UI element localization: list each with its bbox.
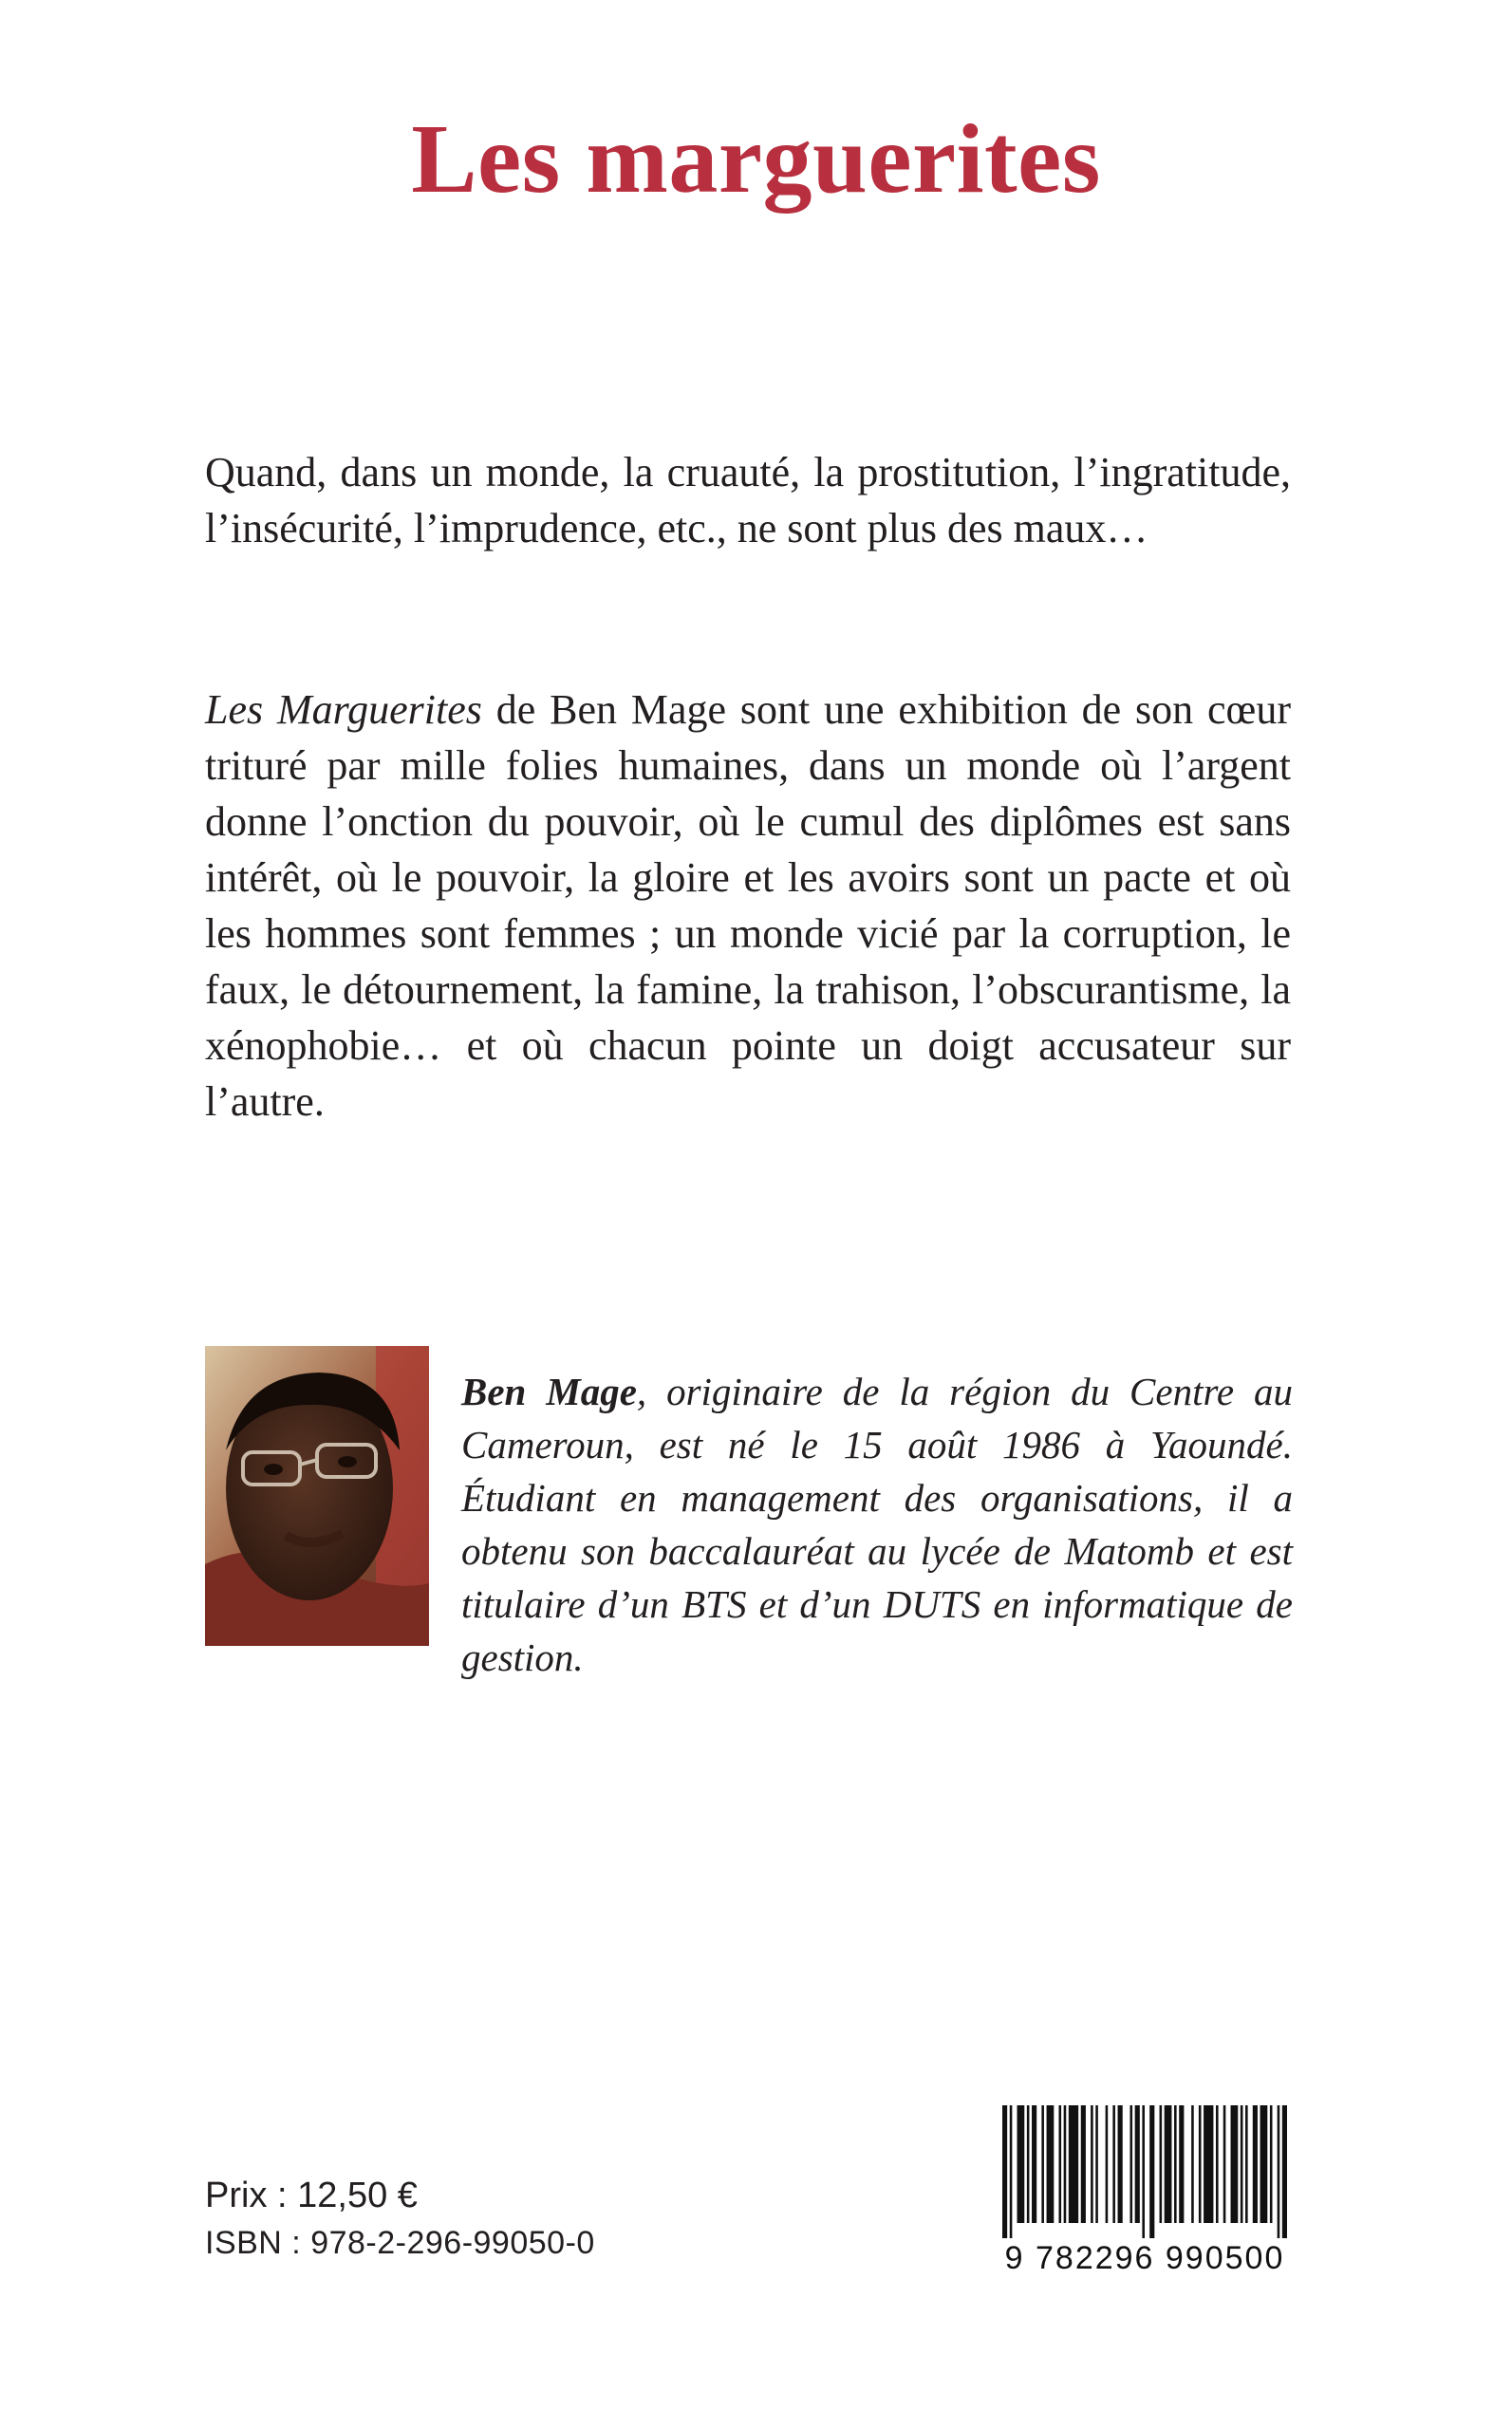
- barcode-bar: [1091, 2105, 1093, 2223]
- barcode-number: 9 782296 990500: [1004, 2240, 1285, 2276]
- barcode-bar: [1270, 2105, 1273, 2223]
- barcode-bar: [1069, 2105, 1078, 2223]
- barcode-bars: [1002, 2105, 1287, 2238]
- barcode-bar: [1058, 2105, 1061, 2223]
- barcode-bar: [1260, 2105, 1268, 2223]
- blurb-paragraph-1: Quand, dans un monde, la cruauté, la prostitution, l’ingratitude, l’insécurité, l’imprudence, etc., ne sont plus des maux…: [205, 449, 1291, 551]
- barcode-bar: [1002, 2105, 1007, 2238]
- barcode-bar: [1041, 2105, 1044, 2223]
- author-portrait-image: [205, 1346, 429, 1646]
- blurb-paragraph-2: [205, 682, 1291, 1130]
- barcode-bar: [1032, 2105, 1036, 2223]
- barcode-bar: [1081, 2105, 1086, 2223]
- barcode-bar: [1027, 2105, 1030, 2223]
- barcode-bar: [1241, 2105, 1243, 2223]
- book-title: Les marguerites: [411, 104, 1101, 214]
- barcode-bar: [1160, 2105, 1163, 2223]
- barcode-bar: [1010, 2105, 1013, 2238]
- barcode-bar: [1047, 2105, 1055, 2223]
- barcode-bar: [1149, 2105, 1154, 2238]
- author-bio: [461, 1365, 1293, 1684]
- barcode-bar: [1278, 2105, 1280, 2238]
- barcode-bar: [1204, 2105, 1213, 2223]
- barcode-bar: [1174, 2105, 1177, 2223]
- blurb-paragraph-2-text: de Ben Mage sont une exhibition de son cœur trituré par mille folies humaines, dans un monde où l’argent donne l’onction du pouvoir, où le cumul des diplômes est sans intérêt, où le pouvoir, la gloire et les avoirs sont un pacte et où les hommes sont femmes ; un monde vicié par la corruption, le faux, le détournement, la famine, la trahison, l’obscurantisme, la xénophobie… et où chacun pointe un doigt accusateur sur l’autre.: [205, 686, 1291, 1125]
- barcode-bar: [1064, 2105, 1067, 2223]
- barcode-bar: [1112, 2105, 1115, 2223]
- barcode-bar: [1142, 2105, 1145, 2238]
- barcode-bar: [1245, 2105, 1248, 2223]
- barcode-bar: [1129, 2105, 1132, 2223]
- barcode-bar: [1017, 2105, 1025, 2223]
- barcode-bar: [1199, 2105, 1202, 2223]
- author-bio-text: , originaire de la région du Centre au Cameroun, est né le 15 août 1986 à Yaoundé. Étudiant en management des organisations, il a obtenu son baccalauréat au lycée de Matomb et est titulaire d’un BTS et d’un DUTS en informatique de gestion.: [461, 1370, 1294, 1679]
- barcode-bar: [1135, 2105, 1140, 2223]
- price-label: Prix : 12,50 €: [205, 2176, 418, 2215]
- blurb-book-title: Les Marguerites: [205, 686, 482, 733]
- author-name: Ben Mage: [461, 1370, 637, 1413]
- barcode-bar: [1282, 2105, 1287, 2238]
- barcode-bar: [1253, 2105, 1258, 2223]
- author-photo: [205, 1346, 429, 1646]
- barcode-bar: [1165, 2105, 1172, 2223]
- barcode: [989, 2105, 1300, 2276]
- barcode-bar: [1106, 2105, 1109, 2223]
- barcode-bar: [1223, 2105, 1226, 2223]
- barcode-bar: [1095, 2105, 1098, 2223]
- isbn-label: ISBN : 978-2-296-99050-0: [205, 2225, 595, 2261]
- barcode-bar: [1231, 2105, 1239, 2223]
- barcode-bar: [1216, 2105, 1219, 2223]
- barcode-bar: [1179, 2105, 1184, 2223]
- barcode-bar: [1118, 2105, 1123, 2223]
- barcode-bar: [1191, 2105, 1194, 2223]
